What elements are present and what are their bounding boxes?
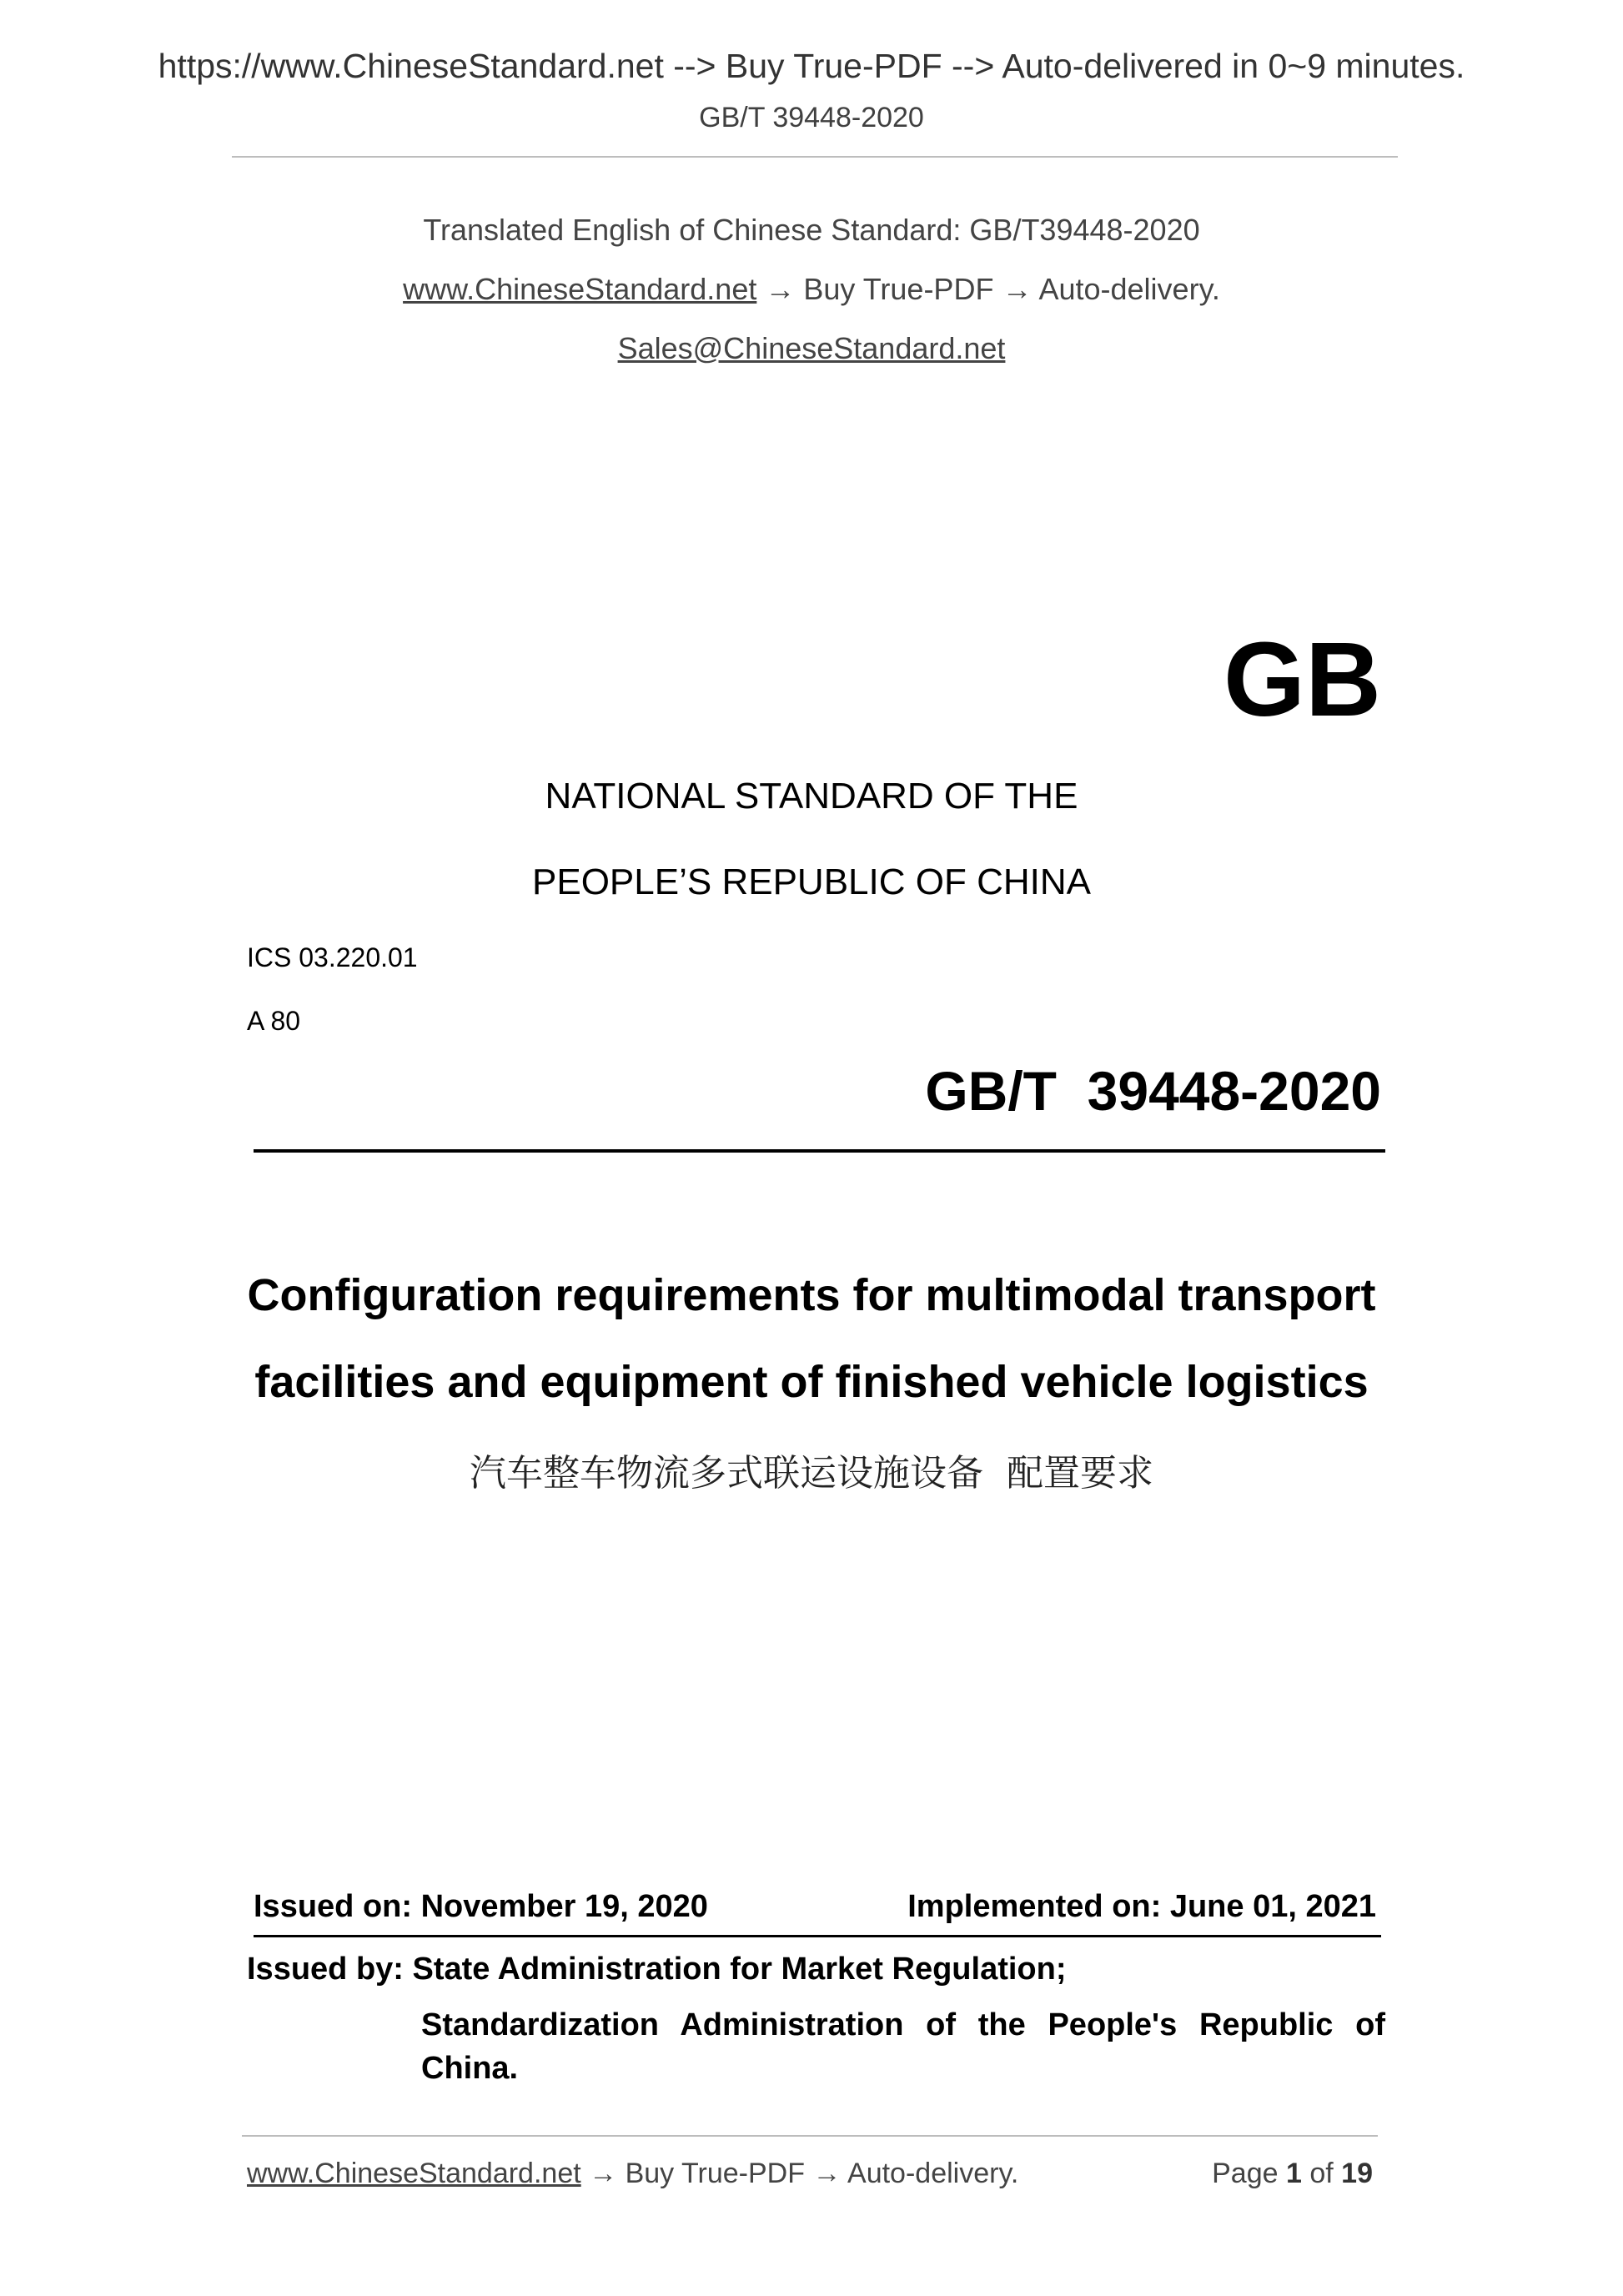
issued-on-date: Issued on: November 19, 2020: [254, 1889, 708, 1924]
arrow-icon: →: [812, 2158, 842, 2189]
dates-divider: [254, 1935, 1381, 1937]
issued-by: Issued by: State Administration for Market Regulation;: [247, 1952, 1067, 1987]
arrow-icon: →: [589, 2158, 618, 2189]
page-indicator: [1212, 2158, 1373, 2190]
header-standard-code: GB/T 39448-2020: [699, 102, 924, 133]
translated-notice: Translated English of Chinese Standard: GB/T39448-2020: [423, 213, 1200, 247]
header-divider: [232, 156, 1398, 158]
page-of: of: [1309, 2158, 1334, 2189]
footer-links: [247, 2158, 1018, 2190]
classification-code: A 80: [247, 1006, 301, 1036]
implemented-on-date: Implemented on: June 01, 2021: [907, 1889, 1376, 1924]
document-title: Configuration requirements for multimodal transport: [247, 1270, 1376, 1320]
sales-line: [0, 331, 1623, 366]
buy-text: Buy True-PDF: [803, 272, 994, 306]
page-word: Page: [1212, 2158, 1279, 2189]
header-banner: https://www.ChineseStandard.net --> Buy True-PDF --> Auto-delivered in 0~9 minutes.: [158, 47, 1465, 85]
footer-delivery-text: Auto-delivery.: [847, 2158, 1019, 2189]
document-title-cont: facilities and equipment of finished vehicle logistics: [254, 1357, 1369, 1407]
buy-line: [0, 272, 1623, 307]
footer-buy-text: Buy True-PDF: [625, 2158, 805, 2189]
footer-site-link[interactable]: www.ChineseStandard.net: [247, 2158, 581, 2189]
footer-divider: [242, 2135, 1378, 2137]
national-standard-heading: NATIONAL STANDARD OF THE: [545, 776, 1078, 816]
standard-number: GB/T 39448-2020: [925, 1060, 1381, 1122]
page-current: 1: [1285, 2158, 1302, 2189]
issued-by-cont: Standardization Administration of the People's Republic of China.: [421, 2007, 1385, 2086]
site-link[interactable]: www.ChineseStandard.net: [403, 272, 757, 306]
chinese-title: 汽车整车物流多式联运设施设备 配置要求: [470, 1452, 1153, 1495]
arrow-icon: →: [765, 272, 796, 306]
ics-code: ICS 03.220.01: [247, 942, 418, 972]
delivery-text: Auto-delivery.: [1038, 272, 1220, 306]
national-standard-heading-cont: PEOPLE’S REPUBLIC OF CHINA: [532, 862, 1091, 902]
page-total: 19: [1341, 2158, 1373, 2189]
gb-mark: GB: [1224, 620, 1381, 738]
standard-number-divider: [254, 1149, 1385, 1153]
arrow-icon: →: [1002, 272, 1033, 306]
sales-email-link[interactable]: Sales@ChineseStandard.net: [617, 331, 1006, 365]
